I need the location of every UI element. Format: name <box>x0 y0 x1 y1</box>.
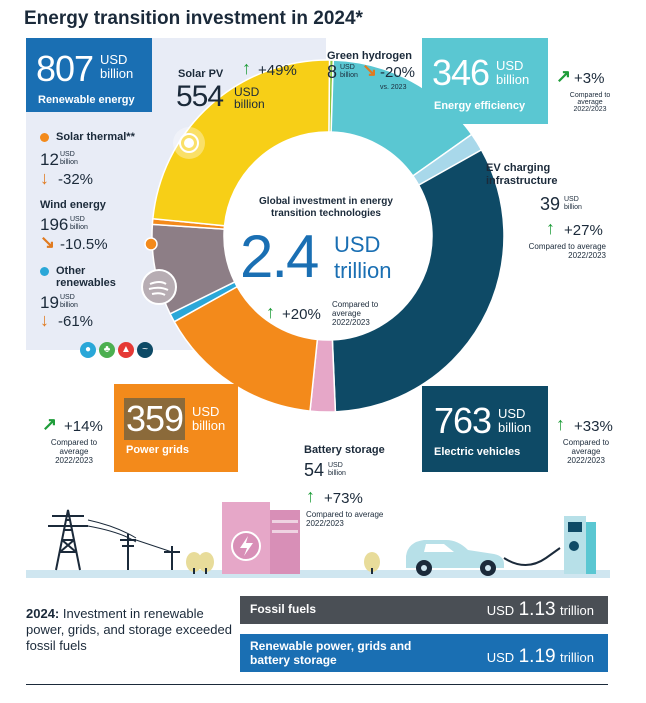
energy-efficiency-label: Energy efficiency <box>434 100 526 112</box>
renewables-bar-value: 1.19 <box>518 646 556 667</box>
other-renewables-change: -61% <box>58 313 94 330</box>
renewables-bar-unit: USD <box>486 650 515 665</box>
solar-pv-value: 554 <box>176 80 224 113</box>
green-hydrogen-down-arrow-icon: ↘ <box>362 60 378 80</box>
ev-charging-unit-top: USD <box>564 196 579 203</box>
footer-summary-text: Investment in renewable power, grids, and storage exceeded fossil fuels <box>26 606 232 653</box>
page-title: Energy transition investment in 2024* <box>24 8 363 29</box>
solar-pv-unit-top: USD <box>234 85 260 99</box>
power-grids-box <box>114 384 238 472</box>
battery-building-icon <box>222 502 300 574</box>
charging-station-icon <box>564 516 596 574</box>
power-grids-change: +14% <box>64 418 103 435</box>
battery-unit-top: USD <box>328 462 343 469</box>
solar-thermal-down-arrow-icon: ↓ <box>40 168 49 188</box>
electric-vehicles-unit-bottom: billion <box>498 420 532 435</box>
renewable-unit-top: USD <box>100 52 128 67</box>
center-change-note: Compared to average 2022/2023 <box>332 300 379 327</box>
footer-summary <box>26 606 232 654</box>
wave-icon: ~ <box>137 342 153 358</box>
other-renewables-unit-top: USD <box>60 294 75 301</box>
renewable-energy-box <box>26 38 152 112</box>
wind-label: Wind energy <box>40 199 106 211</box>
electric-vehicles-value: 763 <box>434 400 492 441</box>
green-hydrogen-label: Green hydrogen <box>327 50 412 62</box>
sun-icon <box>172 126 206 160</box>
renewable-label: Renewable energy <box>38 94 135 106</box>
solar-thermal-unit-top: USD <box>60 151 75 158</box>
fossil-fuels-label: Fossil fuels <box>250 602 317 616</box>
solar-thermal-unit-bottom: billion <box>60 159 78 166</box>
center-unit-top: USD <box>334 232 381 257</box>
fossil-fuels-scale: trillion <box>560 603 594 618</box>
battery-up-arrow-icon: ↑ <box>306 486 315 506</box>
landscape-illustration <box>26 496 610 582</box>
energy-efficiency-up-arrow-icon: ↗ <box>556 66 572 86</box>
electric-vehicles-box <box>422 386 548 472</box>
solar-thermal-dot <box>40 133 49 142</box>
ev-charging-note: Compared to average 2022/2023 <box>528 242 606 260</box>
footer-summary-year: 2024: <box>26 606 60 621</box>
battery-unit-bottom: billion <box>328 470 346 477</box>
green-hydrogen-note: vs. 2023 <box>380 84 407 91</box>
other-renewables-label: Other renewables <box>56 265 116 289</box>
green-hydrogen-value: 8 <box>327 62 338 82</box>
ev-charging-label: EV charging infrastructure <box>486 162 558 187</box>
renewable-unit-bottom: billion <box>100 66 134 81</box>
energy-efficiency-change: +3% <box>574 70 605 87</box>
battery-note: Compared to average 2022/2023 <box>306 510 384 528</box>
electric-vehicles-unit-top: USD <box>498 406 526 421</box>
renewables-bar-scale: trillion <box>560 650 594 665</box>
solar-pv-up-arrow-icon: ↑ <box>242 58 251 78</box>
energy-efficiency-note: Compared to average 2022/2023 <box>569 92 611 113</box>
fossil-fuels-value: 1.13 <box>518 599 556 620</box>
green-hydrogen-change: -20% <box>380 64 416 81</box>
wind-change: -10.5% <box>60 236 108 253</box>
solar-thermal-change: -32% <box>58 171 94 188</box>
wind-turbine-icon <box>140 268 178 306</box>
solar-pv-change: +49% <box>258 62 297 79</box>
electric-vehicles-up-arrow-icon: ↑ <box>556 414 565 434</box>
electric-vehicles-label: Electric vehicles <box>434 446 521 458</box>
solar-thermal-value: 12 <box>40 150 59 169</box>
ev-charging-unit-bottom: billion <box>564 204 582 211</box>
wind-unit-top: USD <box>70 216 85 223</box>
bottom-divider <box>26 684 608 685</box>
solar-pv-unit-bottom: billion <box>234 97 265 111</box>
leaf-icon: ♣ <box>99 342 115 358</box>
other-renewables-down-arrow-icon: ↓ <box>40 310 49 330</box>
battery-value: 54 <box>304 460 325 480</box>
solar-pv-label: Solar PV <box>178 68 224 80</box>
center-change: +20% <box>282 306 321 323</box>
green-hydrogen-unit-top: USD <box>340 64 355 71</box>
power-grids-value: 359 <box>126 398 184 439</box>
power-grids-unit-bottom: billion <box>192 418 226 433</box>
battery-label: Battery storage <box>304 444 385 456</box>
renewable-value: 807 <box>36 48 94 89</box>
energy-efficiency-unit-bottom: billion <box>496 72 530 87</box>
energy-efficiency-box <box>422 38 548 124</box>
center-up-arrow-icon: ↑ <box>266 302 275 322</box>
renewables-bar-label: Renewable power, grids and battery storage <box>250 639 412 667</box>
ev-charging-value: 39 <box>540 194 561 214</box>
power-grids-note: Compared to average 2022/2023 <box>50 438 98 465</box>
wind-value: 196 <box>40 215 69 234</box>
flame-icon: ▲ <box>118 342 134 358</box>
ev-charging-change: +27% <box>564 222 603 239</box>
other-renewables-unit-bottom: billion <box>60 302 78 309</box>
other-renewables-value: 19 <box>40 293 59 312</box>
energy-efficiency-unit-top: USD <box>496 58 524 73</box>
electric-vehicles-change: +33% <box>574 418 613 435</box>
fossil-fuels-amount <box>487 599 594 621</box>
solar-thermal-icon <box>144 237 158 251</box>
battery-change: +73% <box>324 490 363 507</box>
center-caption: Global investment in energy transition technologies <box>259 196 393 219</box>
power-grids-label: Power grids <box>126 444 189 456</box>
wind-down-arrow-icon: ↘ <box>40 232 56 252</box>
solar-thermal-label: Solar thermal** <box>56 131 135 143</box>
power-pylon-icon <box>48 510 88 570</box>
electric-vehicles-note: Compared to average 2022/2023 <box>562 438 610 465</box>
fossil-fuels-bar <box>240 596 608 624</box>
energy-efficiency-value: 346 <box>432 52 490 93</box>
other-renewables-dot <box>40 267 49 276</box>
power-grids-unit-top: USD <box>192 404 220 419</box>
fossil-fuels-unit: USD <box>486 603 515 618</box>
power-grids-up-arrow-icon: ↗ <box>42 414 58 434</box>
center-unit-bottom: trillion <box>334 258 392 283</box>
renewables-bar <box>240 634 608 672</box>
renewables-bar-amount <box>487 646 594 668</box>
wind-unit-bottom: billion <box>70 224 88 231</box>
center-value: 2.4 <box>240 223 318 290</box>
ev-charging-up-arrow-icon: ↑ <box>546 218 555 238</box>
green-hydrogen-unit-bottom: billion <box>340 72 358 79</box>
water-drop-icon: ● <box>80 342 96 358</box>
